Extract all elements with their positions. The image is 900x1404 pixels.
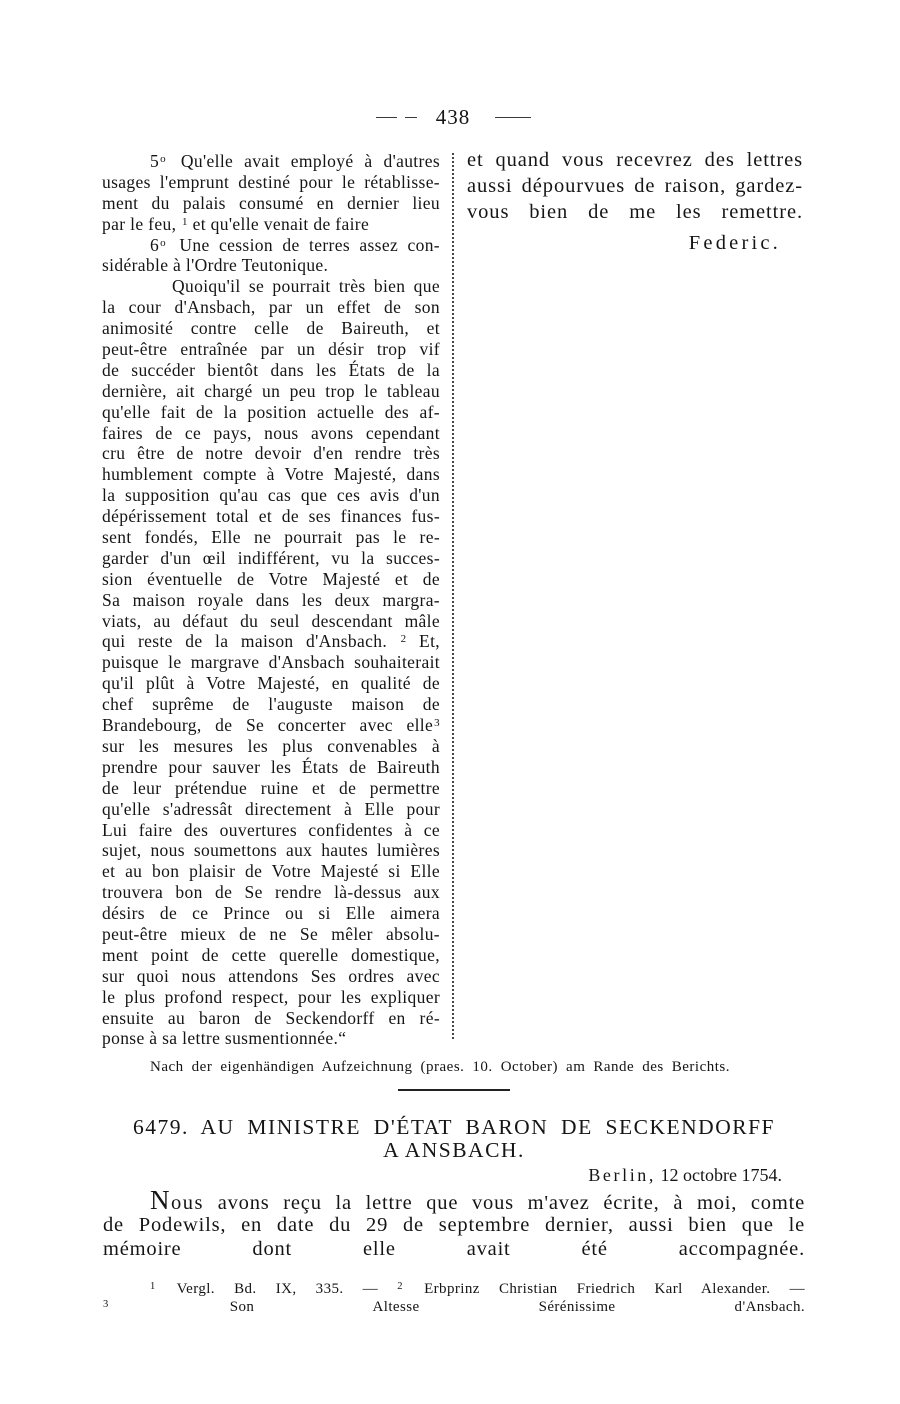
item-number: 6 xyxy=(150,234,160,255)
left-column-line: sujet, nous soumettons aux hautes lumières xyxy=(102,840,440,861)
line-text: par le feu, xyxy=(102,213,177,234)
body-line: mémoire dont elle avait été accompagnée. xyxy=(103,1238,805,1260)
left-column xyxy=(102,151,440,1049)
line-text: Et, xyxy=(419,631,441,652)
signature: Federic. xyxy=(688,232,781,254)
left-column-line: Quoiqu'il se pourrait très bien que xyxy=(172,276,440,297)
line-text: Une cession de terres assez con- xyxy=(179,234,440,255)
left-column-line: prendre pour sauver les États de Baireuth xyxy=(102,756,440,777)
left-column-line xyxy=(102,235,440,256)
right-column-line: aussi dépourvues de raison, gardez- xyxy=(467,175,803,197)
left-column-line: cru être de notre devoir d'en rendre très xyxy=(102,443,440,464)
left-column-line: usages l'emprunt destiné pour le rétablisse- xyxy=(102,171,440,192)
section-rule xyxy=(398,1089,510,1091)
left-column-line: peut-être mieux de ne Se mêler absolu- xyxy=(102,923,440,944)
left-column-line: qu'elle s'adressât directement à Elle pour xyxy=(102,798,440,819)
line-text: et qu'elle venait de faire xyxy=(192,213,370,234)
left-column-line: chef suprême de l'auguste maison de xyxy=(102,694,440,715)
footnote-marker: 3 xyxy=(103,1299,109,1310)
left-column-line: désirs de ce Prince ou si Elle aimera xyxy=(102,903,440,924)
left-column-line: dépérissement total et de ses finances fus- xyxy=(102,506,440,527)
line-text: Qu'elle avait employé à d'autres xyxy=(180,151,440,171)
left-column-line: qu'il plût à Votre Majesté, en qualité de xyxy=(102,673,440,694)
left-column-line: dernière, ait chargé un peu trop le tableau xyxy=(102,380,440,401)
header-rule-left xyxy=(376,117,397,118)
footnote-line xyxy=(103,1298,805,1316)
item-number: 5 xyxy=(150,151,160,171)
left-column-line: sent fondés, Elle ne pourrait pas le re- xyxy=(102,527,440,548)
footnotes xyxy=(103,1280,805,1316)
left-column-line: ment du palais consumé en dernier lieu xyxy=(102,192,440,213)
left-column-line: humblement compte à Votre Majesté, dans xyxy=(102,464,440,485)
letter-title: AU MINISTRE D'ÉTAT BARON DE SECKENDORFF xyxy=(200,1115,775,1139)
footnote-line xyxy=(103,1280,805,1298)
body-lead: Nous xyxy=(150,1185,204,1215)
left-column-line: sidérable à l'Ordre Teutonique. xyxy=(102,255,329,276)
footnote-ref-marker: 1 xyxy=(182,215,188,228)
line-text: Brandebourg, de Se concerter avec elle xyxy=(102,715,434,736)
header-rule-right xyxy=(495,117,531,118)
left-column-line: la supposition qu'au cas que ces avis d'un xyxy=(102,485,440,506)
left-column-line: sur les mesures les plus convenables à xyxy=(102,735,440,756)
left-column-line: et au bon plaisir de Votre Majesté si Elle xyxy=(102,861,440,882)
left-column-line: puisque le margrave d'Ansbach souhaiterait xyxy=(102,652,440,673)
footnote-ref-marker: 3 xyxy=(434,717,440,730)
left-column-line: faires de ce pays, nous avons cependant xyxy=(102,422,440,443)
dateline-date: 12 octobre 1754. xyxy=(660,1165,782,1185)
left-column-line: sur quoi nous attendons Ses ordres avec xyxy=(102,965,440,986)
left-column-line: ment point de cette querelle domestique, xyxy=(102,944,440,965)
left-column-line: trouvera bon de Se rendre là-dessus aux xyxy=(102,882,440,903)
left-column-line: la cour d'Ansbach, par un effet de son xyxy=(102,297,440,318)
right-column-line: vous bien de me les remettre. xyxy=(467,201,803,223)
footnote-marker: 2 xyxy=(397,1281,403,1292)
footnote-ref-marker: 2 xyxy=(400,633,407,646)
left-column-line: garder d'un œil indifférent, vu la succes- xyxy=(102,547,440,568)
left-column-line xyxy=(102,151,440,172)
left-column-line: qu'elle fait de la position actuelle des af- xyxy=(102,401,440,422)
dateline-place: Berlin, xyxy=(588,1165,657,1185)
body-line: de Podewils, en date du 29 de septembre dernier, aussi bien que le xyxy=(103,1213,805,1236)
left-column-line: peut-être entraînée par un désir trop vif xyxy=(102,339,440,360)
footnote-text: Vergl. Bd. IX, 335. — xyxy=(176,1281,379,1297)
left-column-line: Lui faire des ouvertures confidentes à ce xyxy=(102,819,440,840)
footnote-text: Erbprinz Christian Friedrich Karl Alexander. — xyxy=(424,1281,806,1297)
column-divider xyxy=(452,153,454,1041)
letter-title-line2: A ANSBACH. xyxy=(383,1138,525,1162)
page-number: 438 xyxy=(435,105,471,129)
body-line-text: avons reçu la lettre que vous m'avez écrite, à moi, comte xyxy=(217,1192,805,1214)
left-column-line: animosité contre celle de Baireuth, et xyxy=(102,318,440,339)
left-column-line: viats, au défaut du seul descendant mâle xyxy=(102,610,440,631)
footnote-marker: 1 xyxy=(150,1281,156,1292)
right-column-line: et quand vous recevrez des lettres xyxy=(467,149,803,171)
source-note: Nach der eigenhändigen Aufzeichnung (praes. 10. October) am Rande des Berichts. xyxy=(150,1059,730,1075)
left-column-line xyxy=(102,715,440,736)
line-text: qui reste de la maison d'Ansbach. xyxy=(102,631,388,652)
footnote-text: Son Altesse Sérénissime d'Ansbach. xyxy=(229,1299,805,1315)
letter-body xyxy=(103,1185,805,1262)
body-line xyxy=(103,1185,805,1215)
ordinal-indicator: o xyxy=(160,153,166,165)
left-column-line: de succéder bientôt dans les États de la xyxy=(102,359,440,380)
ordinal-indicator: o xyxy=(160,236,166,249)
left-column-line: Sa maison royale dans les deux margra- xyxy=(102,589,440,610)
left-column-line xyxy=(102,631,440,652)
dateline xyxy=(588,1163,782,1187)
left-column-line: le plus profond respect, pour les expliquer xyxy=(102,986,440,1007)
letter-number: 6479. xyxy=(133,1115,189,1139)
left-column-line: de leur prétendue ruine et de permettre xyxy=(102,777,440,798)
left-column-line: ponse à sa lettre susmentionnée.“ xyxy=(102,1028,347,1049)
left-column-line: ensuite au baron de Seckendorff en ré- xyxy=(102,1007,440,1028)
left-column-line xyxy=(102,214,440,235)
right-column xyxy=(467,147,803,225)
left-column-line: sion éventuelle de Votre Majesté et de xyxy=(102,568,440,589)
